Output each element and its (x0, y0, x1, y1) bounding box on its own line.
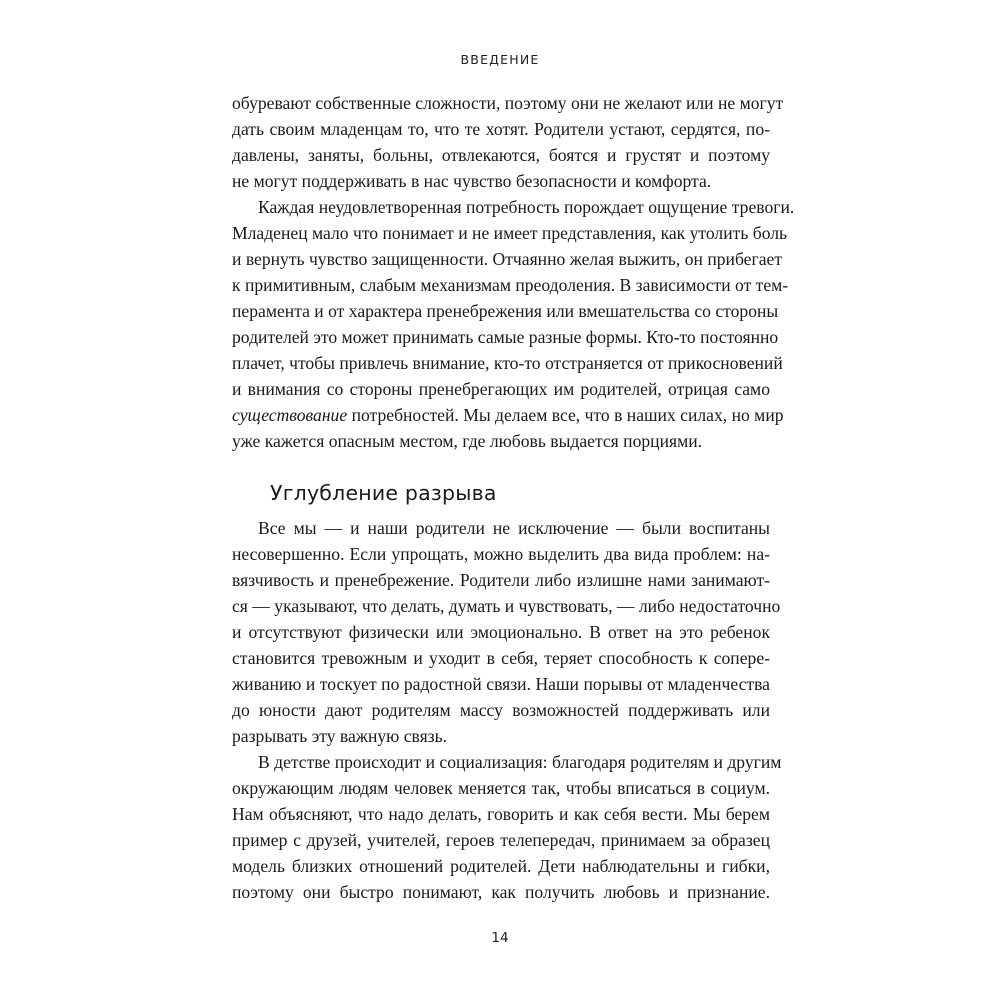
text-line: Младенец мало что понимает и не имеет представления, как утолить боль (232, 223, 788, 243)
text-line: и внимания со стороны пренебрегающих им родителей, отрицая само (232, 379, 770, 399)
text-line: уже кажется опасным местом, где любовь выдается порциями. (232, 431, 703, 451)
text-line: ся — указывают, что делать, думать и чувствовать, — либо недостаточно (232, 596, 781, 616)
text-line-rest: потребностей. Мы делаем все, что в наших силах, но мир (351, 405, 784, 425)
text-line: перамента и от характера пренебрежения или вмешательства со стороны (232, 301, 779, 321)
section-heading: Углубление разрыва (270, 481, 497, 505)
text-line: плачет, чтобы привлечь внимание, кто-то отстраняется от прикосновений (232, 353, 783, 373)
text-line: пример с друзей, учителей, героев телепередач, принимаем за образец (232, 830, 770, 850)
text-block-section (232, 515, 782, 905)
text-line: поэтому они быстро понимают, как получить любовь и признание. (232, 882, 770, 902)
text-line: до юности дают родителям массу возможностей поддерживать или (232, 700, 770, 720)
text-line: разрывать эту важную связь. (232, 726, 448, 746)
text-line: Нам объясняют, что надо делать, говорить и как себя вести. Мы берем (232, 804, 770, 824)
text-line: становится тревожным и уходит в себя, теряет способность к сопере- (232, 648, 770, 668)
text-line: Все мы — и наши родители не исключение — были воспитаны (258, 518, 770, 538)
running-head: ВВЕДЕНИЕ (460, 52, 540, 67)
text-line-with-italic (232, 402, 784, 428)
text-line: и вернуть чувство защищенности. Отчаянно желая выжить, он прибегает (232, 249, 783, 269)
text-line: модель близких отношений родителей. Дети наблюдательны и гибки, (232, 856, 770, 876)
text-line: живанию и тоскует по радостной связи. Наши порывы от младенчества (232, 674, 770, 694)
text-line: окружающим людям человек меняется так, чтобы вписаться в социум. (232, 778, 770, 798)
text-line: не могут поддерживать в нас чувство безопасности и комфорта. (232, 171, 712, 191)
page-number: 14 (491, 930, 509, 946)
text-block-intro (232, 90, 795, 454)
text-line: В детстве происходит и социализация: благодаря родителям и другим (258, 752, 782, 772)
text-line: и отсутствуют физически или эмоционально. В ответ на это ребенок (232, 622, 770, 642)
text-line: к примитивным, слабым механизмам преодоления. В зависимости от тем- (232, 275, 789, 295)
text-line: давлены, заняты, больны, отвлекаются, боятся и грустят и поэтому (232, 145, 770, 165)
text-line: дать своим младенцам то, что те хотят. Родители устают, сердятся, по- (232, 119, 770, 139)
text-line: обуревают собственные сложности, поэтому они не желают или не могут (232, 93, 784, 113)
italic-word: существование (232, 405, 348, 425)
text-line: несовершенно. Если упрощать, можно выделить два вида проблем: на- (232, 544, 770, 564)
text-line: Каждая неудовлетворенная потребность порождает ощущение тревоги. (258, 197, 795, 217)
text-line: родителей это может принимать самые разные формы. Кто-то постоянно (232, 327, 779, 347)
text-line: вязчивость и пренебрежение. Родители либо излишне нами занимают- (232, 570, 770, 590)
